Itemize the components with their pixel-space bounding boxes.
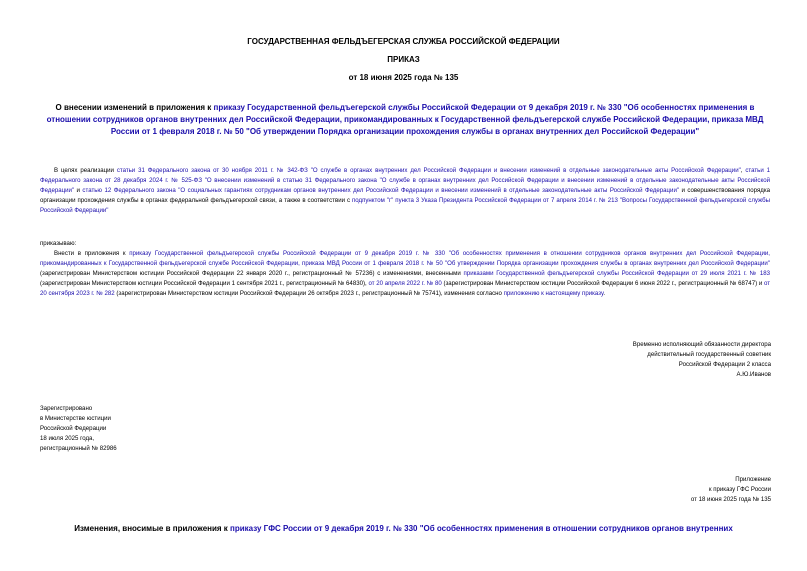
- changes-title-link[interactable]: приказу ГФС России от 9 декабря 2019 г. № 330 "Об особенностях применения в отношении сотрудников органов внутренних: [230, 524, 733, 533]
- appendix-note: [560, 475, 771, 505]
- decree-link-213[interactable]: подпунктом "г" пункта 3 Указа Президента Российской Федерации от 7 апреля 2014 г. № 213 "Вопросы Государственной фельдъегерской службы Российской Федерации": [40, 197, 771, 214]
- document-type: ПРИКАЗ: [387, 55, 420, 64]
- appendix-link[interactable]: приложению к настоящему приказу: [503, 290, 604, 297]
- org-name: ГОСУДАРСТВЕННАЯ ФЕЛЬДЪЕГЕРСКАЯ СЛУЖБА РОССИЙСКОЙ ФЕДЕРАЦИИ: [247, 37, 560, 46]
- law-link-social-guarantees[interactable]: статью 12 Федерального закона "О социальных гарантиях сотрудникам органов внутренних дел Российской Федерации и внесении изменений в отдельные законодательные акты Российской Федерации": [82, 187, 680, 194]
- appendix-line: Приложение: [735, 476, 771, 483]
- order-word: приказываю:: [40, 240, 77, 247]
- appendix-line: от 18 июня 2025 года № 135: [690, 496, 771, 503]
- registration-line: в Министерстве юстиции: [40, 415, 111, 422]
- registration-line: регистрационный № 82986: [40, 445, 117, 452]
- order-link-330[interactable]: приказу Государственной фельдъегерской службы Российской Федерации от 9 декабря 2019 г. № 330 "Об особенностях применения в отношении сотрудников органов внутренних дел Российской Федерации, прикомандированных к Государственной фельдъегерской службе Российской Федерации, приказа МВД России от 1 февраля 2018 г. № 50 "Об утверждении Порядка организации прохождения службы в органах внутренних дел Российской Федерации": [40, 250, 770, 267]
- registration-block: [40, 404, 240, 454]
- signature-line: Российской Федерации 2 класса: [678, 361, 771, 368]
- order-link-183[interactable]: приказами Государственной фельдъегерской службы Российской Федерации от 29 июля 2021 г. № 183: [463, 270, 771, 277]
- signature-block: [530, 340, 771, 380]
- point-text: Внести в приложения к: [54, 250, 130, 257]
- point-text: (зарегистрирован Министерством юстиции Российской Федерации 26 октября 2023 г., регистрационный № 75741), изменения согласно: [114, 290, 504, 297]
- preamble-text: В целях реализации: [54, 167, 117, 174]
- changes-title: [0, 524, 807, 533]
- law-link-342fz[interactable]: статьи 31 Федерального закона от 30 ноября 2011 г. № 342-ФЗ "О службе в органах внутренних дел Российской Федерации и внесении изменений в отдельные законодательные акты Российской Федерации": [116, 167, 741, 174]
- preamble-text: и: [74, 187, 83, 194]
- registration-line: Российской Федерации: [40, 425, 107, 432]
- registration-line: 18 июля 2025 года,: [40, 435, 95, 442]
- document-date: от 18 июня 2025 года № 135: [348, 73, 459, 82]
- registration-line: Зарегистрировано: [40, 405, 93, 412]
- signature-name: А.Ю.Иванов: [736, 371, 771, 378]
- preamble-text: ,: [740, 167, 746, 174]
- point-text: (зарегистрирован Министерством юстиции Российской Федерации 6 июня 2022 г., регистрационный № 68747) и: [441, 280, 764, 287]
- point-text: (зарегистрирован Министерством юстиции Российской Федерации 1 сентября 2021 г., регистрационный № 64830),: [40, 280, 369, 287]
- signature-line: Временно исполняющий обязанности директора: [632, 341, 771, 348]
- preamble-text: и совершенствования порядка организации прохождения службы в органах федеральной фельдъегерской связи, а также в соответствии с: [40, 187, 771, 204]
- order-link-282[interactable]: от 20 сентября 2023 г. № 282: [40, 280, 770, 297]
- appendix-line: к приказу ГФС России: [708, 486, 771, 493]
- point-text: (зарегистрирован Министерством юстиции Российской Федерации 22 января 2020 г., регистрационный № 57236) с изменениями, внесенными: [40, 270, 464, 277]
- changes-title-text: Изменения, вносимые в приложения к: [74, 524, 231, 533]
- title-text: О внесении изменений в приложения к: [55, 103, 214, 112]
- order-link-80[interactable]: от 20 апреля 2022 г. № 80: [368, 280, 442, 287]
- title-link[interactable]: приказу Государственной фельдъегерской службы Российской Федерации от 9 декабря 2019 г. № 330 "Об особенностях применения в отношении сотрудников органов внутренних дел Российской Федерации, прикомандированных к Государственной фельдъегерской службе Российской Федерации, приказа МВД России от 1 февраля 2018 г. № 50 "Об утверждении Порядка организации прохождения службы в органах внутренних дел Российской Федерации": [46, 103, 764, 137]
- point-text: .: [603, 290, 606, 297]
- law-link-525fz[interactable]: статьи 1 Федерального закона от 28 декабря 2024 г. № 525-ФЗ "О внесении изменений в статью 31 Федерального закона "О службе в органах внутренних дел Российской Федерации и внесении изменений в отдельные законодательные акты Российской Федерации": [40, 167, 771, 194]
- point-1-paragraph: [40, 249, 770, 299]
- document-title: [35, 102, 775, 139]
- preamble-paragraph: [40, 166, 770, 216]
- signature-line: действительный государственный советник: [647, 351, 771, 358]
